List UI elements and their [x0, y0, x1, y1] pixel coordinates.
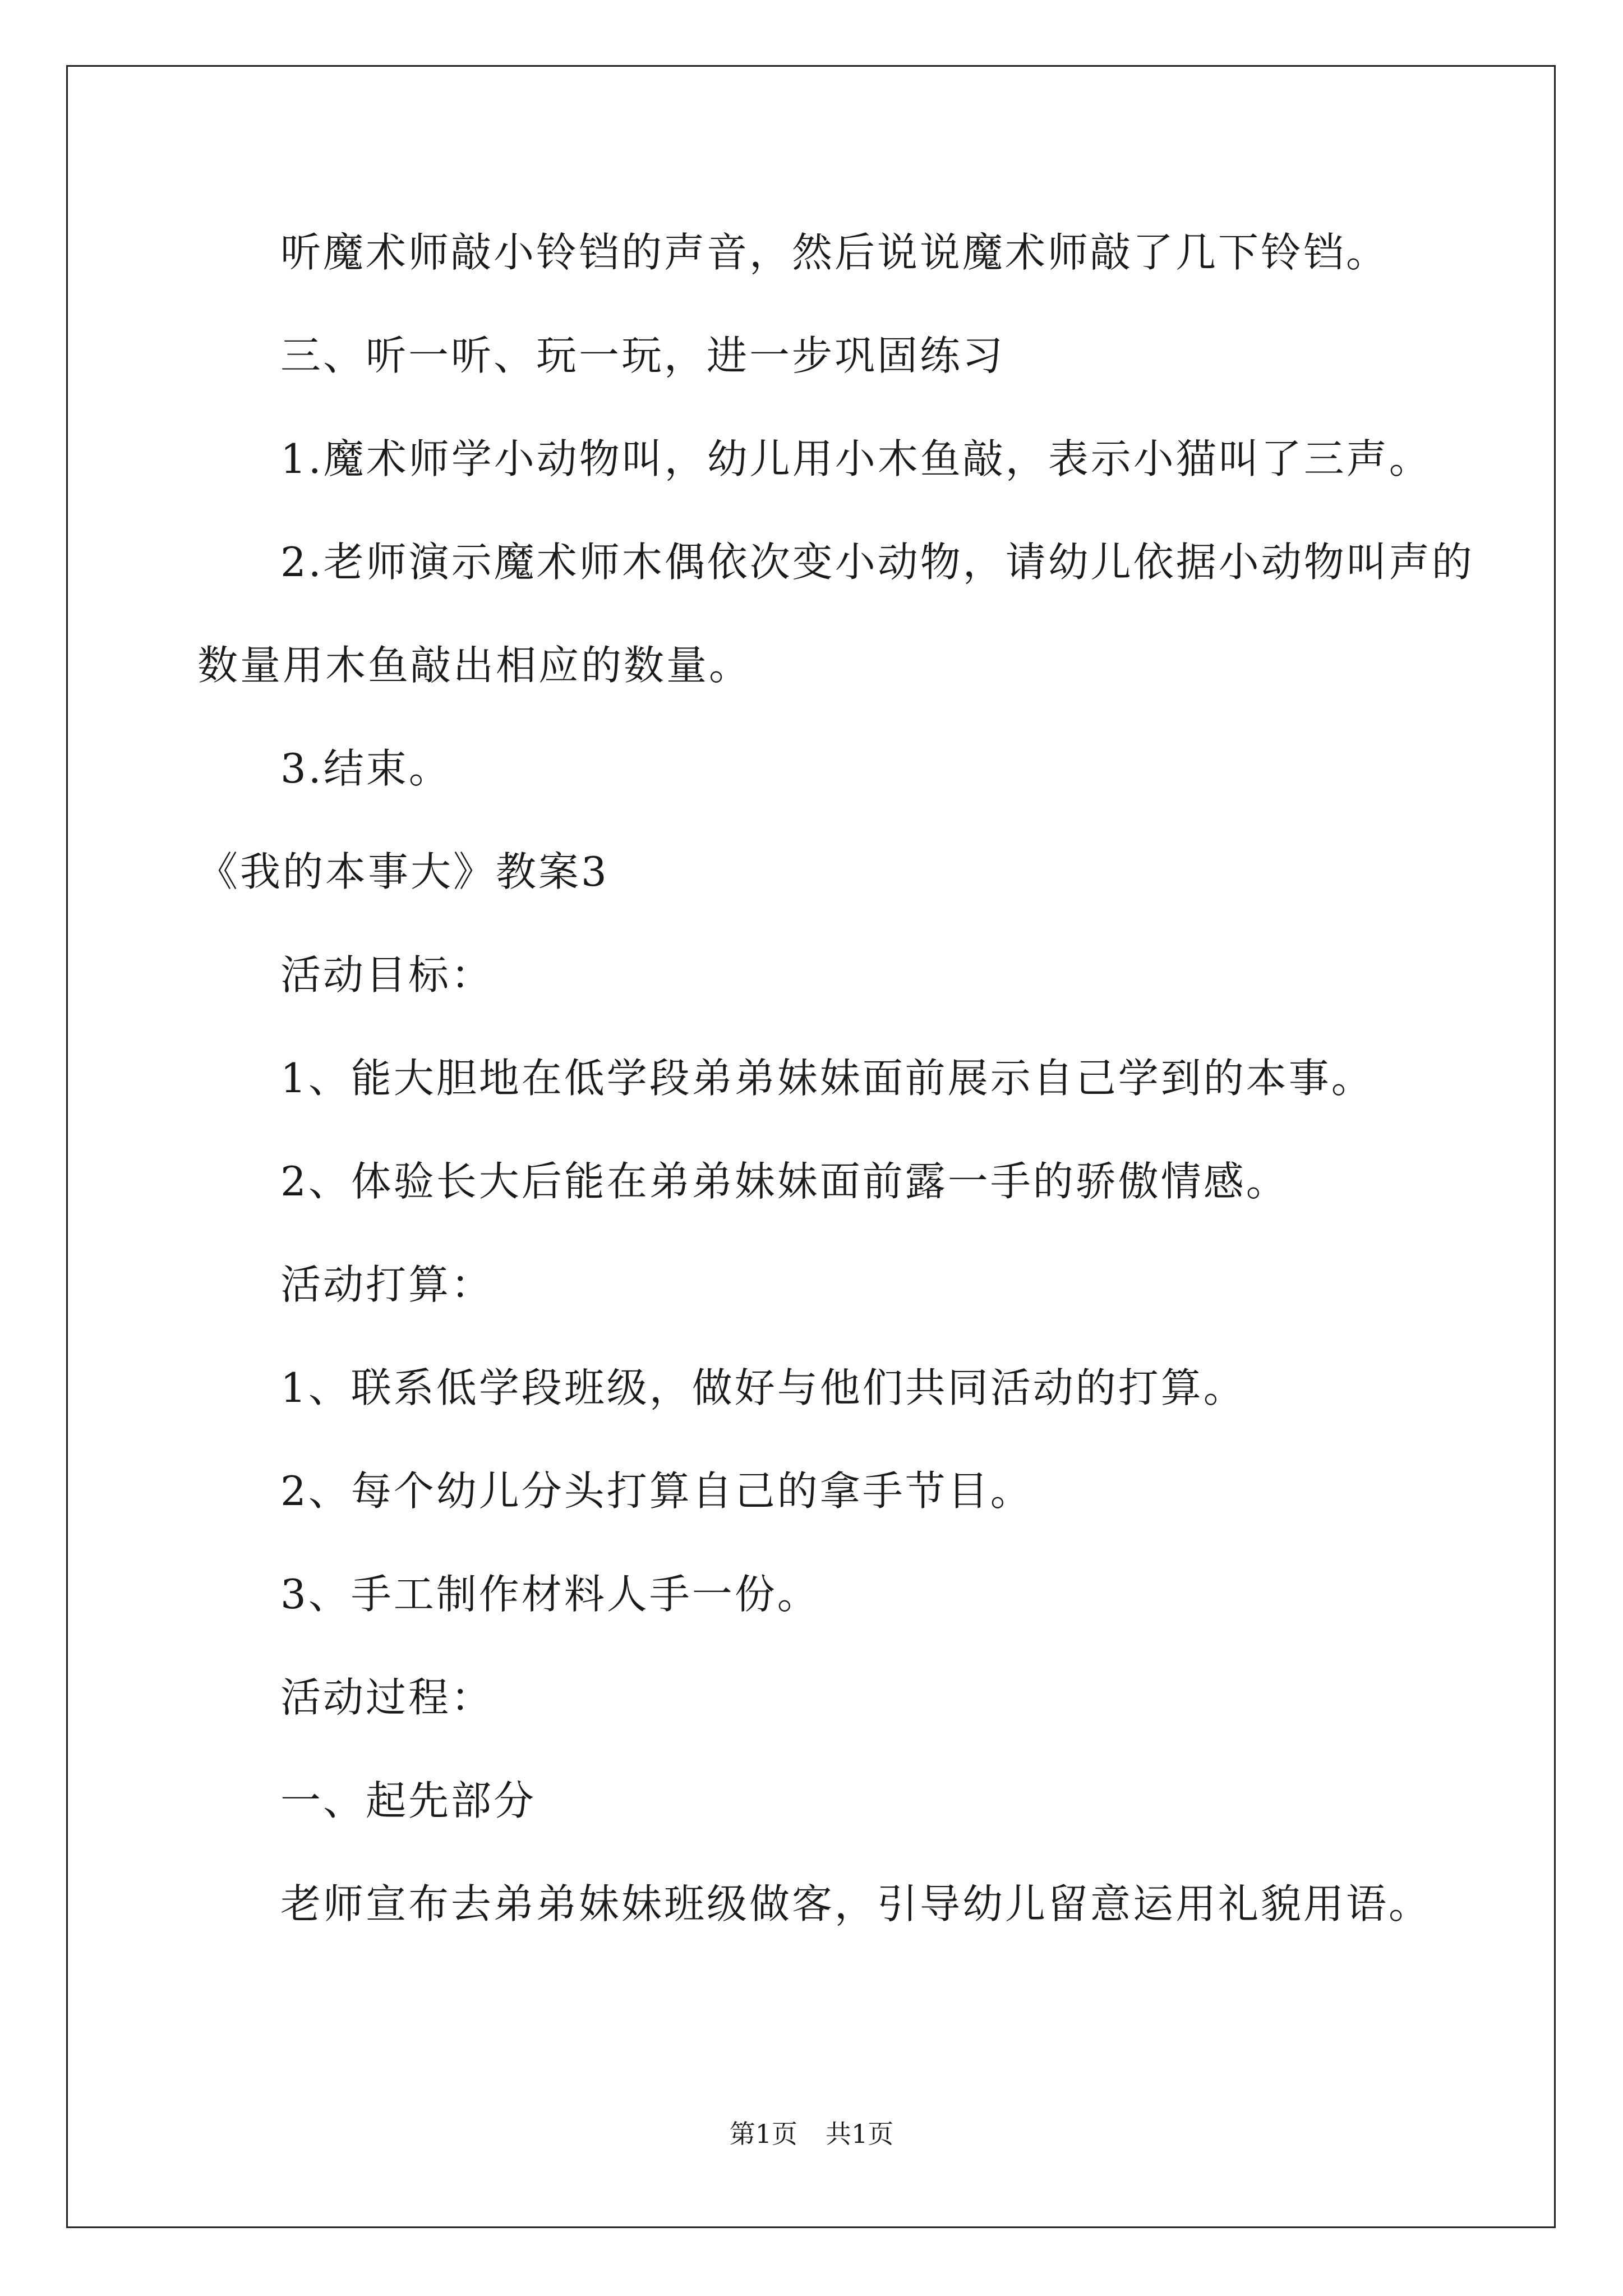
page-footer: [0, 2117, 1623, 2151]
document-title: 《我的本事大》教案3: [197, 848, 609, 895]
section-heading: 一、起先部分: [280, 1777, 537, 1824]
section-heading: 活动打算：: [280, 1261, 494, 1308]
paragraph-line: 老师宣布去弟弟妹妹班级做客，引导幼儿留意运用礼貌用语。: [280, 1880, 1432, 1927]
section-heading: 活动目标：: [280, 951, 494, 999]
section-heading: 活动过程：: [280, 1674, 494, 1721]
paragraph-line: 1、能大胆地在低学段弟弟妹妹面前展示自己学到的本事。: [280, 1055, 1374, 1102]
paragraph-line: 1.魔术师学小动物叫，幼儿用小木鱼敲，表示小猫叫了三声。: [280, 435, 1432, 482]
paragraph-line: 2、每个幼儿分头打算自己的拿手节目。: [280, 1467, 1033, 1515]
paragraph-line: 数量用木鱼敲出相应的数量。: [197, 642, 752, 689]
paragraph-line: 2.老师演示魔术师木偶依次变小动物，请幼儿依据小动物叫声的: [280, 539, 1474, 586]
paragraph-line: 2、体验长大后能在弟弟妹妹面前露一手的骄傲情感。: [280, 1158, 1289, 1205]
section-heading: 三、听一听、玩一玩，进一步巩固练习: [280, 332, 1006, 379]
paragraph-line: 3、手工制作材料人手一份。: [280, 1571, 820, 1618]
page-number-total: 共1页: [826, 2119, 894, 2149]
paragraph-line: 听魔术师敲小铃铛的声音，然后说说魔术师敲了几下铃铛。: [280, 229, 1389, 276]
page-number-current: 第1页: [729, 2119, 797, 2149]
paragraph-line: 1、联系低学段班级，做好与他们共同活动的打算。: [280, 1364, 1246, 1411]
paragraph-line: 3.结束。: [280, 745, 451, 792]
